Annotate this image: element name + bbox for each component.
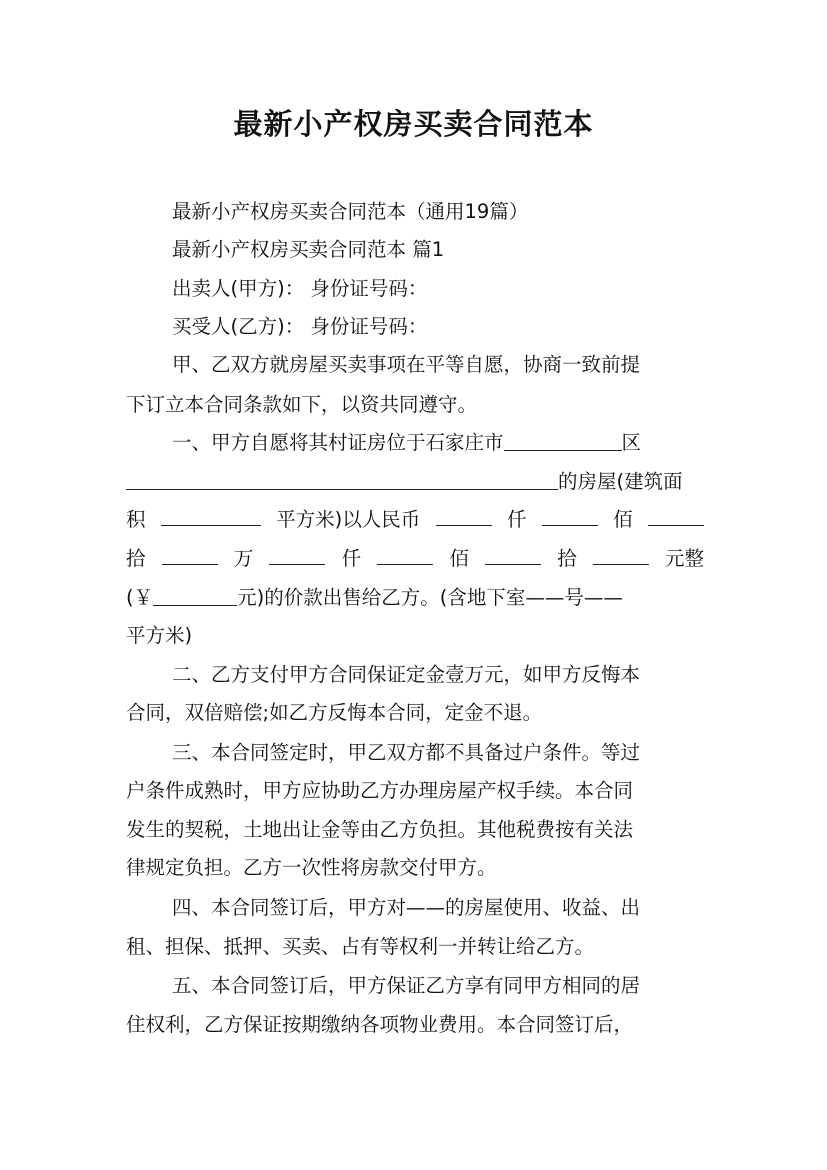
- clause1-text: 拾: [557, 547, 577, 570]
- buyer-line: 买受人(乙方)： 身份证号码：: [172, 315, 428, 338]
- section-heading: 最新小产权房买卖合同范本 篇1: [172, 238, 445, 261]
- address-blank: [126, 469, 558, 490]
- amount-blank: [485, 544, 541, 565]
- intro-line: 下订立本合同条款如下，以资共同遵守。: [126, 393, 478, 416]
- area-blank: [161, 505, 261, 526]
- intro-line: 甲、乙双方就房屋买卖事项在平等自愿，协商一致前提: [172, 353, 641, 376]
- clause1-line: 平方米): [126, 624, 193, 647]
- clause2-line: 二、乙方支付甲方合同保证定金壹万元，如甲方反悔本: [172, 663, 641, 686]
- district-blank: [504, 430, 622, 451]
- clause1-line: [126, 505, 704, 535]
- clause2-line: 合同，双倍赔偿;如乙方反悔本合同，定金不退。: [126, 701, 543, 724]
- clause1-text: 拾: [126, 547, 146, 570]
- clause1-line: [126, 467, 683, 497]
- clause1-line: [126, 583, 623, 613]
- amount-blank: [542, 505, 598, 526]
- clause1-text: 万: [233, 547, 254, 570]
- clause1-text: 积: [126, 508, 146, 531]
- amount-blank: [593, 544, 649, 565]
- clause1-text: 仟: [506, 508, 527, 531]
- clause1-text: 佰: [449, 547, 469, 570]
- clause1-text: 一、甲方自愿将其村证房位于石家庄市: [172, 431, 504, 454]
- clause1-text: (￥: [126, 586, 154, 609]
- seller-line: 出卖人(甲方)： 身份证号码：: [172, 277, 428, 300]
- clause1-text: 元整: [664, 547, 704, 570]
- clause1-text: 佰: [613, 508, 633, 531]
- clause1-text: 仟: [341, 547, 362, 570]
- clause3-line: 律规定负担。乙方一次性将房款交付甲方。: [126, 856, 497, 879]
- clause3-line: 发生的契税，土地出让金等由乙方负担。其他税费按有关法: [126, 818, 634, 841]
- clause5-line: 五、本合同签订后，甲方保证乙方享有同甲方相同的居: [172, 974, 641, 997]
- subtitle: 最新小产权房买卖合同范本（通用19篇）: [172, 200, 529, 223]
- clause1-line: [172, 428, 641, 458]
- clause1-text: 区: [621, 431, 642, 454]
- amount-blank: [648, 505, 704, 526]
- clause4-line: 四、本合同签订后，甲方对——的房屋使用、收益、出: [172, 896, 641, 919]
- clause4-line: 租、担保、抵押、买卖、占有等权利一并转让给乙方。: [126, 935, 595, 958]
- clause1-text: 元)的价款出售给乙方。(含地下室——号——: [237, 586, 623, 609]
- amount-blank: [377, 544, 433, 565]
- clause3-line: 户条件成熟时，甲方应协助乙方办理房屋产权手续。本合同: [126, 779, 634, 802]
- clause3-line: 三、本合同签定时，甲乙双方都不具备过户条件。等过: [172, 741, 641, 764]
- clause1-line: [126, 544, 704, 574]
- document-title: 最新小产权房买卖合同范本: [233, 107, 594, 141]
- amount-blank: [436, 505, 492, 526]
- amount-blank: [269, 544, 325, 565]
- amount-blank: [153, 585, 237, 606]
- clause5-line: 住权利，乙方保证按期缴纳各项物业费用。本合同签订后，: [126, 1013, 634, 1036]
- clause1-text: 平方米)以人民币: [276, 508, 421, 531]
- clause1-text: 的房屋(建筑面: [558, 470, 683, 493]
- amount-blank: [162, 544, 218, 565]
